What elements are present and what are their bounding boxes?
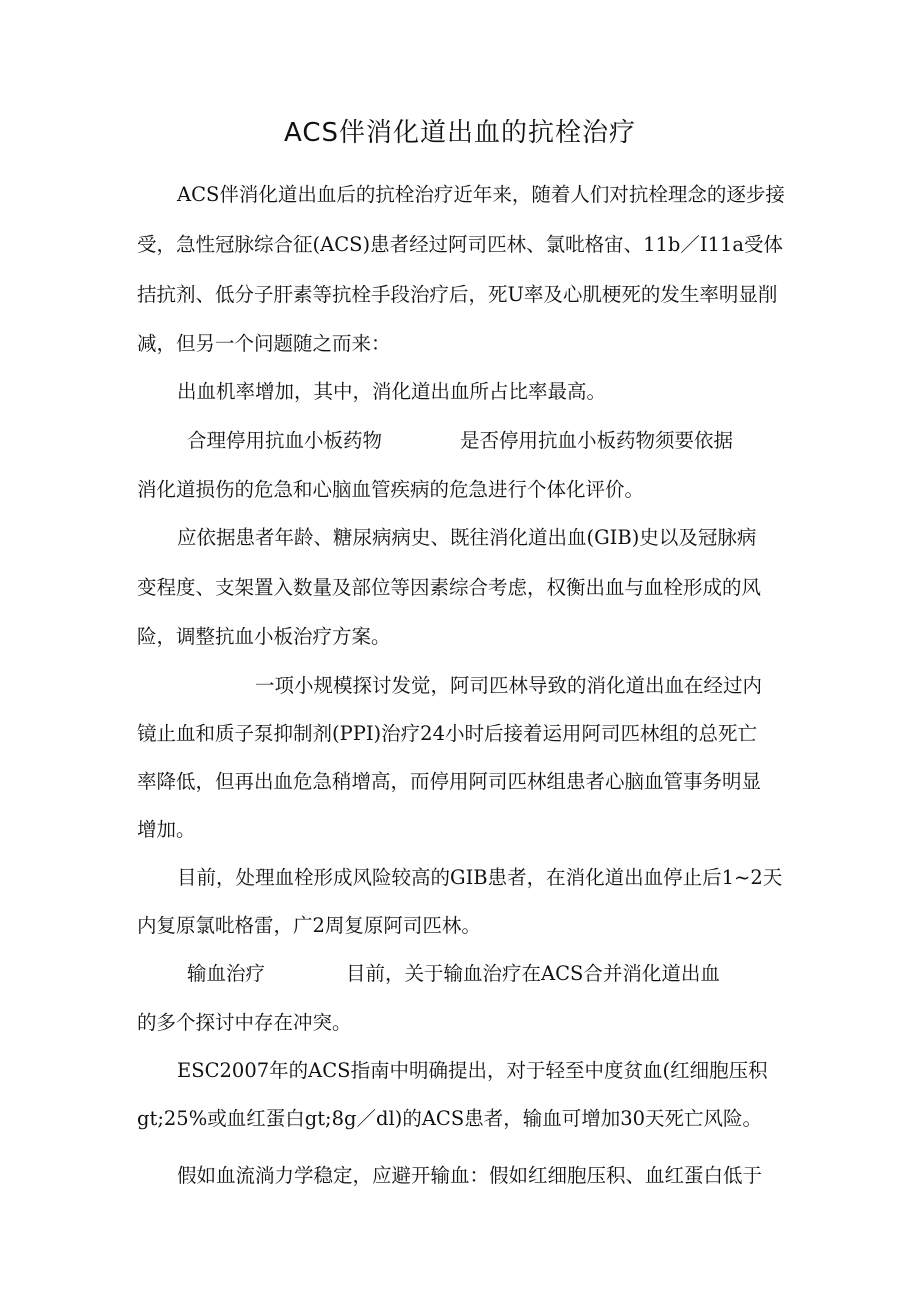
paragraph-line: ESC2007年的ACS指南中明确提出，对于轻至中度贫血(红细胞压积	[177, 1059, 768, 1082]
paragraph-line: 是否停用抗血小板药物须要依据	[460, 429, 734, 452]
paragraph-line: 率降低，但再出血危急稍增高，而停用阿司匹林组患者心脑血管事务明显	[137, 770, 762, 793]
section-heading: 输血治疗	[187, 962, 266, 985]
paragraph-line: 内复原氯吡格雷，广2周复原阿司匹林。	[137, 914, 481, 937]
paragraph-line: 拮抗剂、低分子肝素等抗栓手段治疗后，死U率及心肌梗死的发生率明显削	[137, 283, 778, 306]
paragraph-line: 变程度、支架置入数量及部位等因素综合考虑，权衡出血与血栓形成的风	[137, 576, 762, 599]
document-title: ACS伴消化道出血的抗栓治疗	[284, 118, 636, 148]
paragraph-line: 应依据患者年龄、糖尿病病史、既往消化道出血(GIB)史以及冠脉病	[177, 526, 757, 549]
section-heading: 合理停用抗血小板药物	[187, 429, 383, 452]
paragraph-line: 镜止血和质子泵抑制剂(PPI)治疗24小时后接着运用阿司匹林组的总死亡	[137, 722, 757, 745]
paragraph-line: 的多个探讨中存在冲突。	[137, 1011, 352, 1034]
paragraph-line: 目前，关于输血治疗在ACS合并消化道出血	[346, 962, 720, 985]
paragraph-line: 目前，处理血栓形成风险较高的GIB患者，在消化道出血停止后1~2天	[177, 866, 783, 889]
paragraph-line: ACS伴消化道出血后的抗栓治疗近年来，随着人们对抗栓理念的逐步接	[177, 183, 785, 206]
paragraph-line: 消化道损伤的危急和心脑血管疾病的危急进行个体化评价。	[137, 478, 645, 501]
paragraph-line: 减，但另一个问题随之而来：	[137, 332, 391, 355]
paragraph-line: 假如血流淌力学稳定，应避开输血：假如红细胞压积、血红蛋白低于	[177, 1164, 763, 1187]
paragraph-line: 受，急性冠脉综合征(ACS)患者经过阿司匹林、氯吡格宙、11b／I11a受体	[137, 233, 784, 256]
paragraph-line: 一项小规模探讨发觉，阿司匹林导致的消化道出血在经过内	[255, 674, 763, 697]
paragraph-line: 增加。	[137, 818, 196, 841]
paragraph-line: gt;25%或血红蛋白gt;8g／dl)的ACS患者，输血可增加30天死亡风险。	[137, 1107, 763, 1130]
paragraph-line: 出血机率增加，其中，消化道出血所占比率最高。	[177, 380, 607, 403]
paragraph-line: 险，调整抗血小板治疗方案。	[137, 625, 391, 648]
